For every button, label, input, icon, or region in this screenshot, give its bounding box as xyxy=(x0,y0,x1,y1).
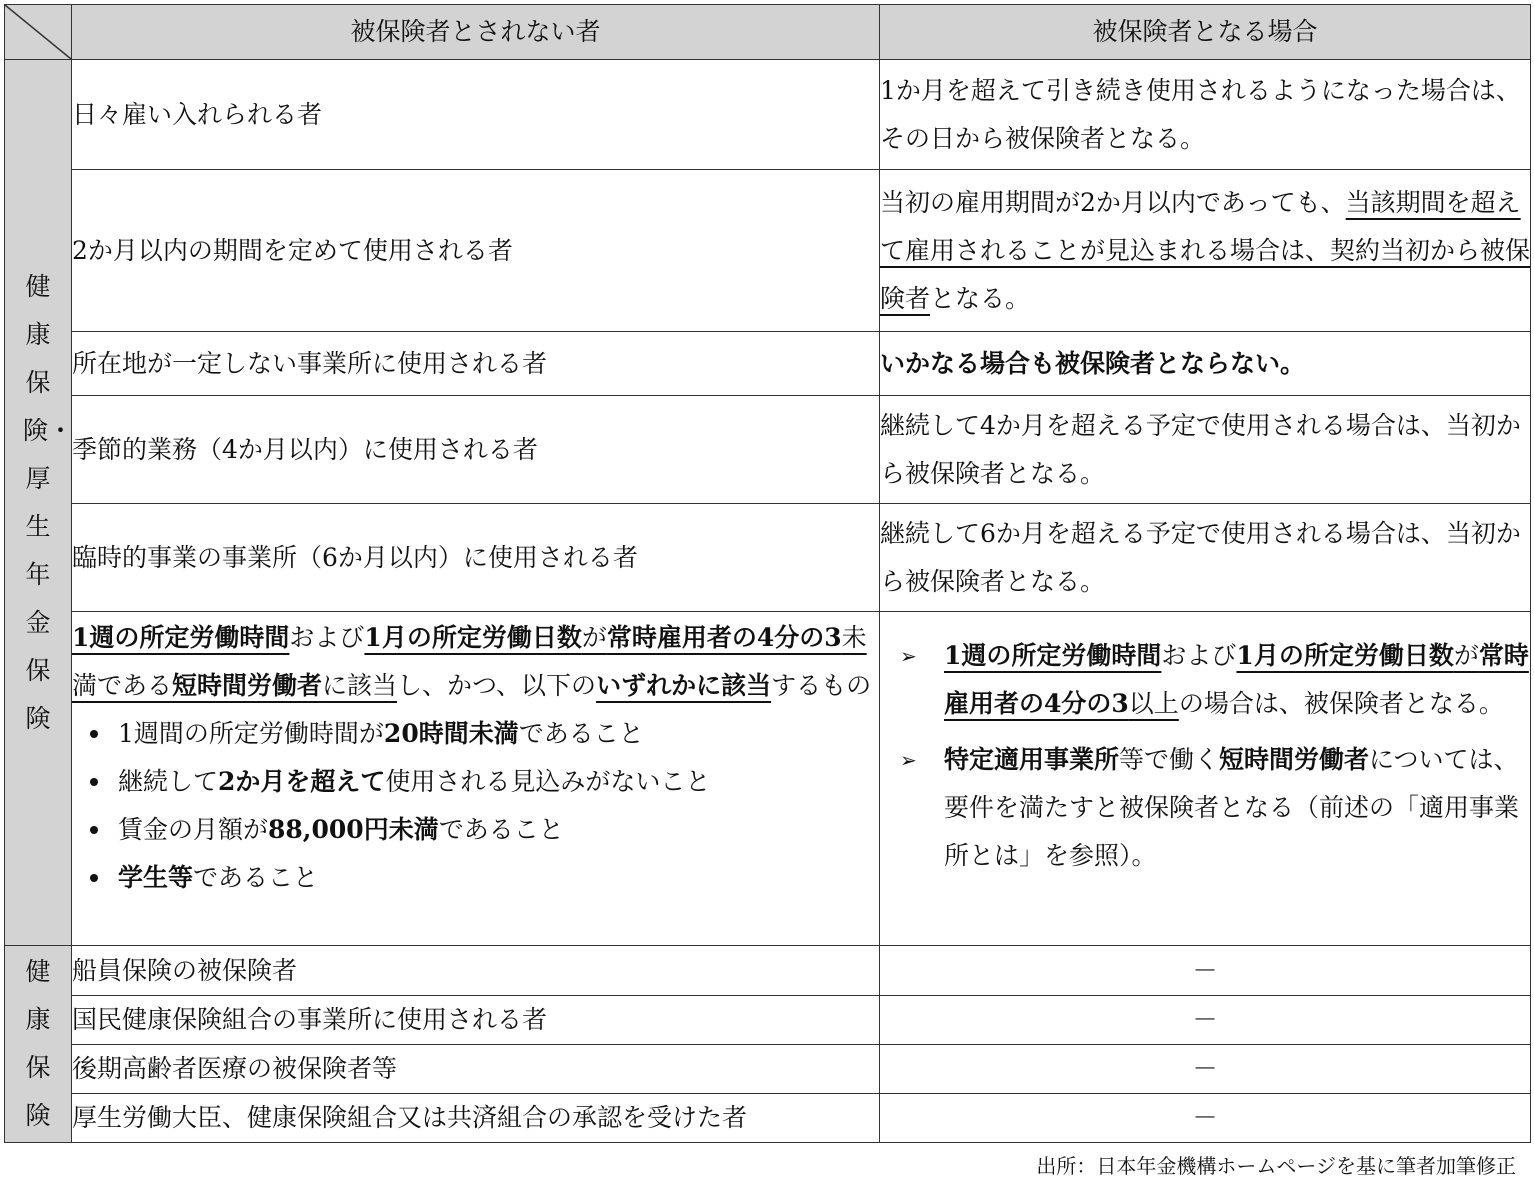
list-item: 学生等であること xyxy=(118,854,879,902)
excluded-cell: 厚生労働大臣、健康保険組合又は共済組合の承認を受けた者 xyxy=(72,1094,880,1143)
excluded-cell: 1週の所定労働時間および1月の所定労働日数が常時雇用者の4分の3未満である短時間労働者に該当し、かつ、以下のいずれかに該当するもの 1週間の所定労働時間が20時間未満であること 継続して2か月を超えて使用される見込みがないこと 賃金の月額が88,000円未満であること 学生等であること xyxy=(72,612,880,946)
included-cell: 継続して6か月を超える予定で使用される場合は、当初から被保険者となる。 xyxy=(880,504,1531,612)
list-item: 1週間の所定労働時間が20時間未満であること xyxy=(118,710,879,758)
list-item: ➢ 特定適用事業所等で働く短時間労働者については、要件を満たすと被保険者となる（前述の「適用事業所とは」を参照）。 xyxy=(900,736,1530,880)
excluded-cell: 船員保険の被保険者 xyxy=(72,946,880,996)
included-cell: － xyxy=(880,946,1531,996)
included-cell: － xyxy=(880,996,1531,1045)
excluded-cell: 2か月以内の期間を定めて使用される者 xyxy=(72,170,880,332)
included-cell: － xyxy=(880,1045,1531,1094)
table-row xyxy=(5,504,1531,612)
arrow-icon: ➢ xyxy=(900,748,917,772)
excluded-cell: 季節的業務（4か月以内）に使用される者 xyxy=(72,396,880,504)
arrow-icon: ➢ xyxy=(900,644,917,668)
included-cell: 継続して4か月を超える予定で使用される場合は、当初から被保険者となる。 xyxy=(880,396,1531,504)
condition-list xyxy=(72,710,879,902)
arrow-list xyxy=(900,632,1530,880)
header-row xyxy=(5,5,1531,60)
included-cell: いかなる場合も被保険者とならない。 xyxy=(880,332,1531,396)
included-cell: 1か月を超えて引き続き使用されるようになった場合は、その日から被保険者となる。 xyxy=(880,60,1531,170)
table-row-short-time xyxy=(5,612,1531,946)
table-row xyxy=(5,946,1531,996)
table-row xyxy=(5,60,1531,170)
insured-persons-table xyxy=(4,4,1531,1143)
included-cell xyxy=(880,612,1531,946)
group-label-health: 健康保険 xyxy=(5,946,72,1143)
excluded-cell: 後期高齢者医療の被保険者等 xyxy=(72,1045,880,1094)
group-label-both: 健康保険・厚生年金保険 xyxy=(5,60,72,946)
excluded-cell: 臨時的事業の事業所（6か月以内）に使用される者 xyxy=(72,504,880,612)
corner-cell xyxy=(5,5,72,60)
list-item: ➢ 1週の所定労働時間および1月の所定労働日数が常時雇用者の4分の3以上の場合は、被保険者となる。 xyxy=(900,632,1530,728)
excluded-cell: 所在地が一定しない事業所に使用される者 xyxy=(72,332,880,396)
included-cell: 当初の雇用期間が2か月以内であっても、当該期間を超えて雇用されることが見込まれる場合は、契約当初から被保険者となる。 xyxy=(880,170,1531,332)
table-row xyxy=(5,170,1531,332)
table-row xyxy=(5,1045,1531,1094)
source-note: 出所：日本年金機構ホームページを基に筆者加筆修正 xyxy=(1036,1154,1516,1178)
table-row xyxy=(5,996,1531,1045)
header-excluded: 被保険者とされない者 xyxy=(72,5,880,60)
included-cell: － xyxy=(880,1094,1531,1143)
table-row xyxy=(5,396,1531,504)
table-row xyxy=(5,332,1531,396)
excluded-cell: 国民健康保険組合の事業所に使用される者 xyxy=(72,996,880,1045)
excluded-cell: 日々雇い入れられる者 xyxy=(72,60,880,170)
table-row xyxy=(5,1094,1531,1143)
list-item: 継続して2か月を超えて使用される見込みがないこと xyxy=(118,758,879,806)
header-included: 被保険者となる場合 xyxy=(880,5,1531,60)
list-item: 賃金の月額が88,000円未満であること xyxy=(118,806,879,854)
